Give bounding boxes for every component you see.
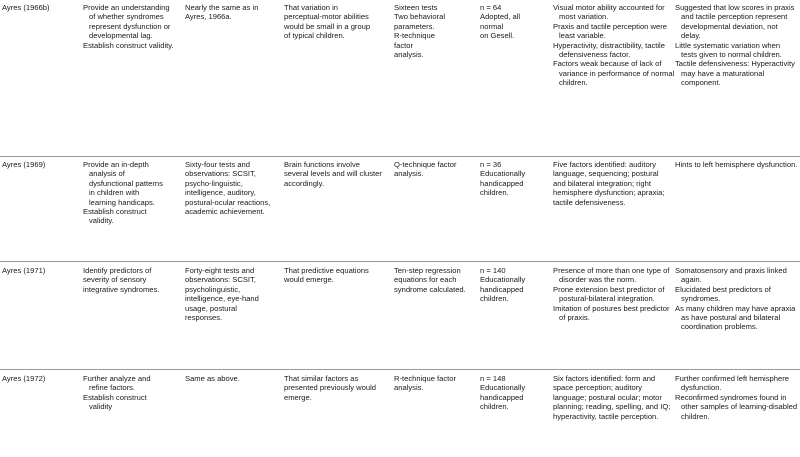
hypothesis-cell: That predictive equations would emerge. [284,266,369,285]
hypothesis-cell: That variation in perceptual-motor abilities would be small in a group of typical children. [284,3,371,41]
hypothesis-cell: That similar factors as presented previously would emerge. [284,374,377,402]
findings-cell: Visual motor ability accounted for most variation. Praxis and tactile perception were least variable. Hyperactivity, distractibility, tactile defensiveness factor. Factors weak because of lack of variance in performance of normal children. [553,3,675,88]
findings-cell: Presence of more than one type of disorder was the norm. Prone extension best predictor of postural-bilateral integration. Imitation of postures best predictor of praxis. [553,266,670,323]
findings-cell: Five factors identified: auditory language, sequencing; postural and bilateral integration; right hemisphere dysfunction; apraxia; tactile defensiveness. [553,160,665,207]
study-cell: Ayres (1966b) [2,3,50,12]
row-divider [0,261,800,262]
purpose-cell: Identify predictors of severity of sensory integrative syndromes. [83,266,160,294]
sample-cell: n = 64 Adopted, all normal on Gesell. [480,3,521,41]
conclusions-cell: Suggested that low scores in praxis and tactile perception represent developmental deviation, not delay. Little systematic variation when tests given to normal children. Tactile defensiveness: Hyperactivity may have a maturational component. [675,3,795,88]
method-cell: R-technique factor analysis. [394,374,457,393]
conclusions-cell: Hints to left hemisphere dysfunction. [675,160,798,169]
instruments-cell: Same as above. [185,374,240,383]
purpose-cell: Provide an in-depth analysis of dysfunctional patterns in children with learning handicaps. Establish construct validity. [83,160,163,226]
instruments-cell: Nearly the same as in Ayres, 1966a. [185,3,259,22]
instruments-cell: Forty-eight tests and observations: SCSIT, psycholinguistic, intelligence, eye-hand usage, postural responses. [185,266,259,323]
sample-cell: n = 140 Educationally handicapped children. [480,266,526,304]
sample-cell: n = 148 Educationally handicapped children. [480,374,526,412]
method-cell: Sixteen tests Two behavioral parameters. R-technique factor analysis. [394,3,446,60]
study-cell: Ayres (1971) [2,266,46,275]
row-divider [0,369,800,370]
purpose-cell: Further analyze and refine factors. Establish construct validity [83,374,151,412]
purpose-cell: Provide an understanding of whether syndromes represent dysfunction or developmental lag. Establish construct validity. [83,3,174,50]
conclusions-cell: Somatosensory and praxis linked again. Elucidated best predictors of syndromes. As many children may have apraxia as have postural and bilateral coordination problems. [675,266,796,332]
hypothesis-cell: Brain functions involve several levels and will cluster accordingly. [284,160,382,188]
method-cell: Q-technique factor analysis. [394,160,457,179]
findings-cell: Six factors identified: form and space perception; auditory language; postural ocular; motor planning; reading, spelling, and IQ; hyperactivity, tactile perception. [553,374,671,421]
sample-cell: n = 36 Educationally handicapped children. [480,160,526,198]
instruments-cell: Sixty-four tests and observations: SCSIT, psycho-linguistic, intelligence, auditory, postural-ocular reactions, academic achievement. [185,160,271,217]
method-cell: Ten-step regression equations for each syndrome calculated. [394,266,466,294]
study-cell: Ayres (1972) [2,374,46,383]
conclusions-cell: Further confirmed left hemisphere dysfunction. Reconfirmed syndromes found in other samples of learning-disabled children. [675,374,798,421]
row-divider [0,156,800,157]
study-cell: Ayres (1969) [2,160,46,169]
